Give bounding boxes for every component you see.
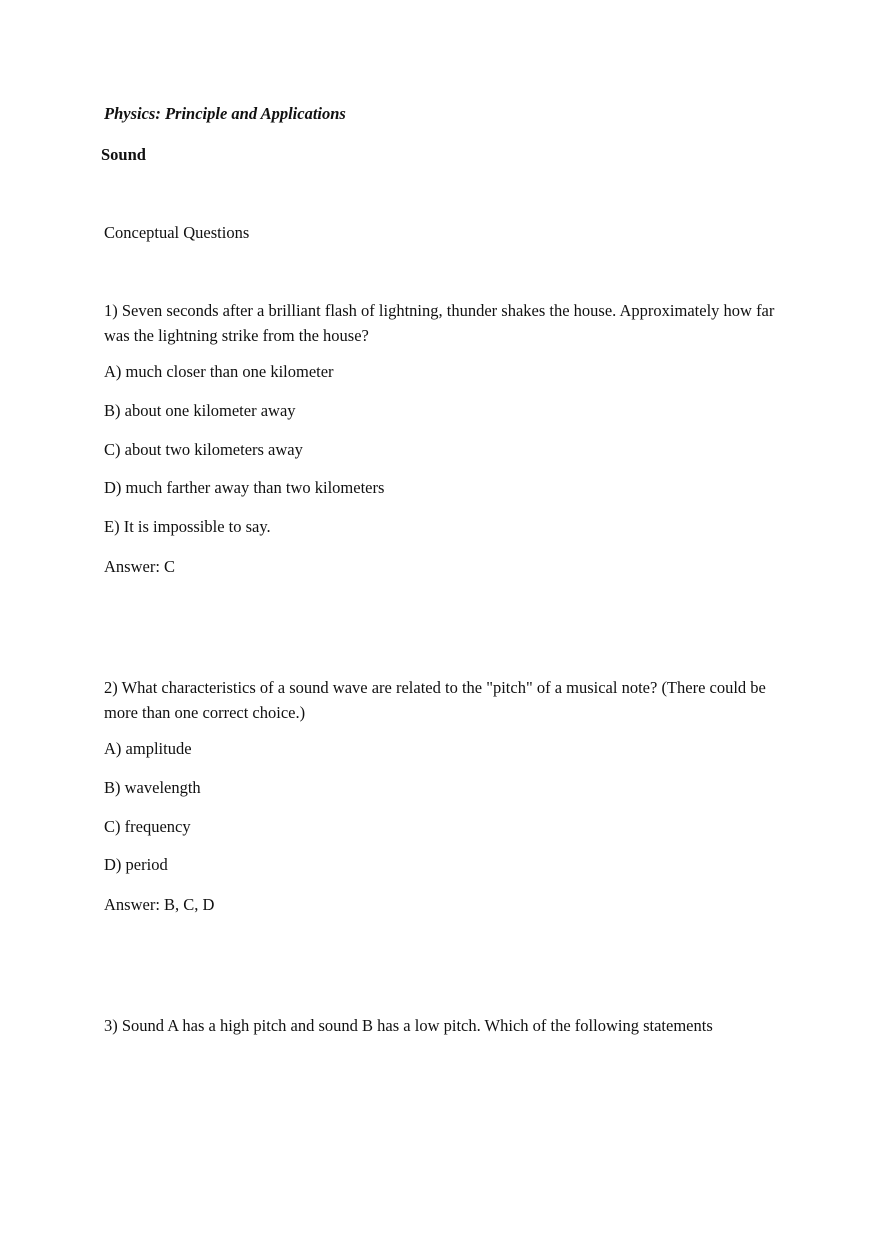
question-2-option-b: B) wavelength <box>104 777 201 797</box>
question-1-option-d: D) much farther away than two kilometers <box>104 478 385 498</box>
question-2-option-c: C) frequency <box>104 816 191 836</box>
question-2-option-a: A) amplitude <box>104 739 192 758</box>
question-2-text: 2) What characteristics of a sound wave are related to the "pitch" of a musical note? (There could be more than one correct choice.) <box>104 678 766 722</box>
question-1-option-c: C) about two kilometers away <box>104 439 303 459</box>
question-3 <box>104 1013 794 1038</box>
question-1-option-e: E) It is impossible to say. <box>104 517 271 537</box>
question-1 <box>104 298 794 577</box>
book-title: Physics: Principle and Applications <box>104 104 346 123</box>
question-2-options <box>104 739 794 894</box>
question-1-option-a: A) much closer than one kilometer <box>104 362 334 381</box>
question-3-text: 3) Sound A has a high pitch and sound B has a low pitch. Which of the following statements <box>104 1016 713 1035</box>
question-2 <box>104 675 794 915</box>
question-1-options <box>104 362 794 556</box>
question-2-answer: Answer: B, C, D <box>104 895 215 915</box>
chapter-title: Sound <box>101 145 146 164</box>
question-1-text: 1) Seven seconds after a brilliant flash of lightning, thunder shakes the house. Approximately how far was the lightning strike from the house? <box>104 301 775 345</box>
question-1-answer: Answer: C <box>104 556 176 576</box>
section-heading: Conceptual Questions <box>104 223 250 242</box>
question-2-option-d: D) period <box>104 855 168 875</box>
question-1-option-b: B) about one kilometer away <box>104 400 296 420</box>
